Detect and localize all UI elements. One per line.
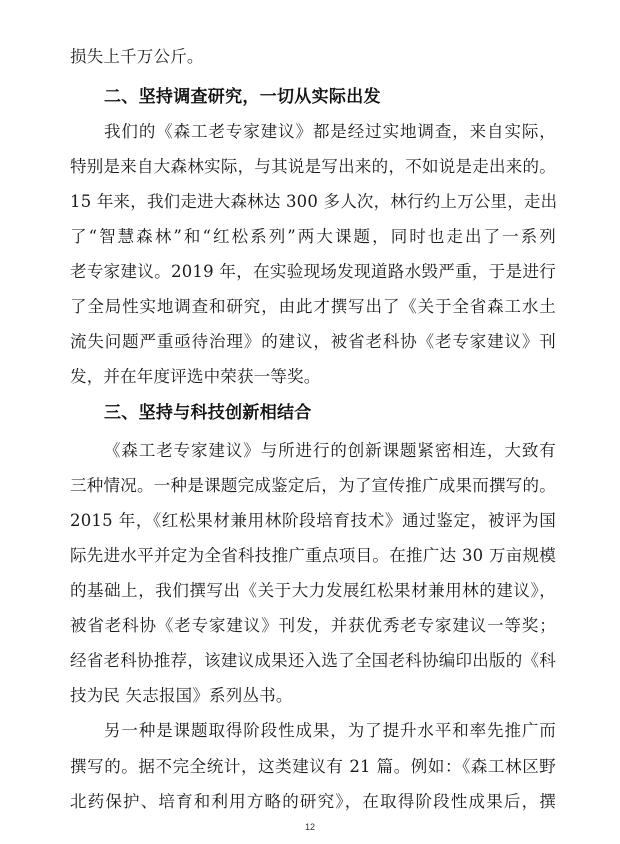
section-heading-3: 三、坚持与科技创新相结合 (104, 403, 312, 423)
paragraph-line: 撰写的。据不完全统计，这类建议有 21 篇。例如：《森工林区野 (70, 757, 556, 776)
paragraph-line: 损失上千万公斤。 (70, 47, 204, 66)
paragraph-line: 北药保护、培育和利用方略的研究》，在取得阶段性成果后，撰 (70, 792, 556, 811)
paragraph-line: 流失问题严重亟待治理》的建议，被省老科协《老专家建议》刊 (70, 332, 556, 351)
paragraph-line: 了“智慧森林”和“红松系列”两大课题，同时也走出了一系列 (70, 227, 556, 246)
paragraph-line: 三种情况。一种是课题完成鉴定后，为了宣传推广成果而撰写的。 (70, 476, 556, 495)
paragraph-line: 被省老科协《老专家建议》刊发，并获优秀老专家建议一等奖； (70, 616, 556, 635)
paragraph-line: 老专家建议。2019 年，在实验现场发现道路水毁严重，于是进行 (70, 262, 556, 281)
paragraph-line: 《森工老专家建议》与所进行的创新课题紧密相连，大致有 (104, 441, 556, 460)
paragraph-line: 特别是来自大森林实际，与其说是写出来的，不如说是走出来的。 (70, 157, 556, 176)
paragraph-line: 了全局性实地调查和研究，由此才撰写出了《关于全省森工水土 (70, 297, 556, 316)
paragraph-line: 我们的《森工老专家建议》都是经过实地调查，来自实际， (104, 122, 556, 141)
paragraph-line: 发，并在年度评选中荣获一等奖。 (70, 367, 321, 386)
paragraph-line: 另一种是课题取得阶段性成果，为了提升水平和率先推广而 (104, 721, 556, 740)
paragraph-line: 技为民 矢志报国》系列丛书。 (70, 686, 293, 705)
paragraph-line: 2015 年，《红松果材兼用林阶段培育技术》通过鉴定，被评为国 (70, 511, 556, 530)
paragraph-line: 际先进水平并定为全省科技推广重点项目。在推广达 30 万亩规模 (70, 546, 556, 565)
page-number: 12 (304, 822, 315, 832)
paragraph-line: 的基础上，我们撰写出《关于大力发展红松果材兼用林的建议》， (70, 581, 556, 600)
paragraph-line: 经省老科协推荐，该建议成果还入选了全国老科协编印出版的《科 (70, 651, 556, 670)
paragraph-line: 15 年来，我们走进大森林达 300 多人次，林行约上万公里，走出 (70, 192, 558, 211)
section-heading-2: 二、坚持调查研究，一切从实际出发 (104, 87, 381, 107)
